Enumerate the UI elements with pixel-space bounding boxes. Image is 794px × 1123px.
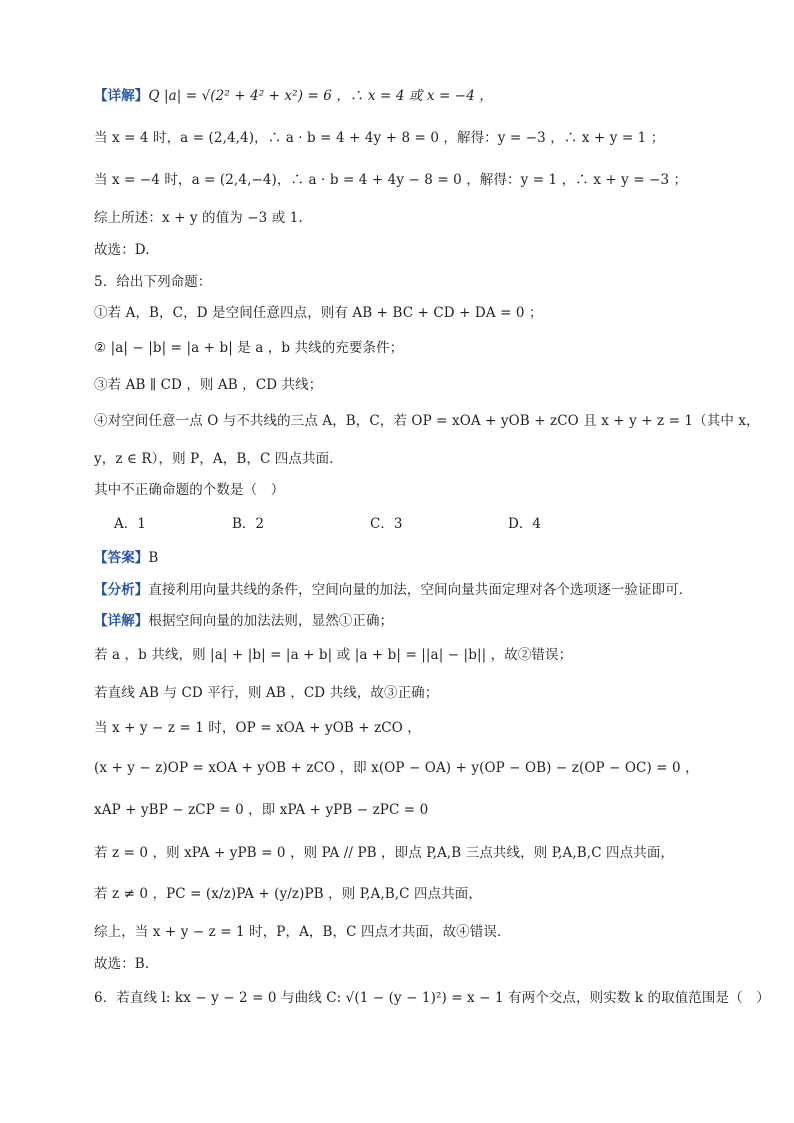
detail-case-z-zero: 若 z = 0 ，则 xPA + yPB = 0 ，则 PA // PB ，即点 P,A,B 三点共线，则 P,A,B,C 四点共面， (94, 845, 675, 861)
detail-collinear: 若 a ，b 共线，则 |a| + |b| = |a + b| 或 |a + b| = ||a| − |b|| ，故②错误； (94, 647, 573, 663)
choice-line: 故选：D. (94, 242, 150, 258)
option-b: B．2 (232, 516, 265, 532)
answer-tag: 【答案】 (94, 550, 149, 566)
option-d: D．4 (508, 516, 541, 532)
detail-condition: 当 x + y − z = 1 时，OP = xOA + yOB + zCO ， (94, 720, 421, 736)
case-x-neg4-line: 当 x = −4 时，a = (2,4,−4)，∴ a · b = 4 + 4y − 8 = 0 ，解得：y = 1 ，∴ x + y = −3 ； (94, 172, 688, 188)
final-choice: 故选：B． (94, 956, 159, 972)
analysis-line: 【分析】直接利用向量共线的条件，空间向量的加法，空间向量共面定理对各个选项逐一验证即可． (94, 582, 693, 598)
detail-simplified: xAP + yBP − zCP = 0 ，即 xPA + yPB − zPC = 0 (94, 802, 429, 818)
analysis-tag: 【分析】 (94, 582, 149, 598)
proposition-2: ② |a| − |b| = |a + b| 是 a ，b 共线的充要条件； (94, 340, 404, 356)
solution-detail-line-1: 【详解】Q |a| = √(2² + 4² + x²) = 6 ，∴ x = 4 或 x = −4 ， (94, 88, 493, 104)
proposition-1: ①若 A，B，C，D 是空间任意四点，则有 AB + BC + CD + DA = 0 ； (94, 305, 543, 321)
proposition-4-cont: y，z ∈ R），则 P，A，B，C 四点共面． (94, 451, 343, 467)
summary-line: 综上所述：x + y 的值为 −3 或 1. (94, 210, 303, 226)
question-5-title: 5．给出下列命题： (94, 274, 212, 290)
proposition-4: ④对空间任意一点 O 与不共线的三点 A，B，C，若 OP = xOA + yOB + zCO 且 x + y + z = 1（其中 x， (94, 413, 760, 429)
option-c: C．3 (370, 516, 403, 532)
question-6: 6．若直线 l: kx − y − 2 = 0 与曲线 C: √(1 − (y − 1)²) = x − 1 有两个交点，则实数 k 的取值范围是（ ） (94, 990, 770, 1006)
proposition-3: ③若 AB ∥ CD ，则 AB ，CD 共线； (94, 377, 323, 393)
answer-options (114, 512, 574, 532)
option-a: A．1 (114, 516, 146, 532)
case-x-4-line: 当 x = 4 时，a = (2,4,4)，∴ a · b = 4 + 4y + 8 = 0 ，解得：y = −3 ，∴ x + y = 1 ； (94, 130, 665, 146)
detail-line-2: 【详解】根据空间向量的加法法则，显然①正确； (94, 613, 394, 629)
answer-line: 【答案】B (94, 550, 159, 566)
detail-case-z-nonzero: 若 z ≠ 0 ，PC = (x/z)PA + (y/z)PB ，则 P,A,B,C 四点共面， (94, 886, 483, 902)
question-5-prompt: 其中不正确命题的个数是（ ） (94, 482, 285, 498)
detail-expansion: (x + y − z)OP = xOA + yOB + zCO ，即 x(OP − OA) + y(OP − OB) − z(OP − OC) = 0 ， (94, 760, 699, 776)
detail-tag: 【详解】 (94, 88, 149, 104)
detail-parallel: 若直线 AB 与 CD 平行，则 AB ，CD 共线，故③正确； (94, 685, 439, 701)
detail-conclusion: 综上，当 x + y − z = 1 时，P，A，B，C 四点才共面，故④错误． (94, 924, 511, 940)
detail-tag-2: 【详解】 (94, 613, 149, 629)
